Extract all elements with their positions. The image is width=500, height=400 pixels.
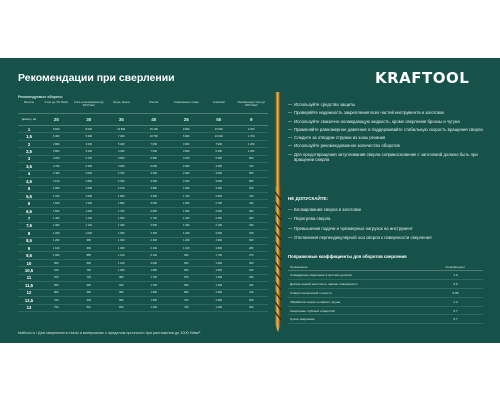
recommendations-panel (0, 58, 500, 343)
speeds-table-header (18, 100, 268, 114)
rpm-cell: 1 400 (183, 216, 190, 220)
rpm-cell: 1 400 (118, 224, 125, 228)
speed-value: 9 (249, 117, 253, 122)
rpm-cell: 430 (249, 202, 254, 206)
coef-name: Отверстия высокой точности (290, 290, 332, 295)
rpm-cell: 3 800 (183, 150, 190, 154)
coef-body (288, 271, 483, 324)
rpm-cell: 2 900 (215, 194, 222, 198)
rpm-cell: 7 900 (215, 142, 222, 146)
rpm-cell: 1 200 (248, 142, 255, 146)
rpm-cell: 830 (184, 283, 189, 287)
rpm-cell: 7 600 (150, 142, 157, 146)
header-brass: Латунь, бронза (112, 101, 130, 104)
rpm-cell: 1 700 (248, 135, 255, 139)
header-plastic: Пластик (149, 101, 159, 104)
rpm-cell: 910 (54, 269, 59, 273)
rpm-cell: 1 200 (53, 239, 60, 243)
rpm-cell: 800 (184, 291, 189, 295)
rpm-cell: 1 700 (118, 209, 125, 213)
coef-header (288, 263, 483, 271)
rpm-cell: 2 000 (215, 231, 222, 235)
speeds-table-body (18, 126, 268, 312)
rpm-cell: 340 (249, 224, 254, 228)
table-row (18, 215, 268, 222)
rpm-cell: 1 200 (53, 231, 60, 235)
diameter-cell: 13 (26, 305, 32, 311)
rpm-cell: 1 300 (118, 246, 125, 250)
rpm-cell: 1 300 (118, 231, 125, 235)
rpm-cell: 360 (249, 216, 254, 220)
page-title: Рекомендации при сверлении (18, 72, 175, 84)
rpm-cell: 760 (184, 298, 189, 302)
rpm-cell: 7 000 (150, 150, 157, 154)
coef-row (288, 298, 483, 307)
rpm-cell: 720 (249, 164, 254, 168)
rpm-cell: 6 400 (53, 135, 60, 139)
header-al-alloys: Алюминиевые сплавы (173, 101, 199, 104)
rpm-cell: 1 600 (183, 202, 190, 206)
diameter-cell: 11,5 (25, 282, 33, 288)
table-row (18, 156, 268, 163)
rpm-cell: 2 700 (150, 216, 157, 220)
rpm-cell: 1 200 (215, 306, 222, 310)
rpm-cell: 2 700 (85, 157, 92, 161)
rpm-cell: 1 300 (183, 224, 190, 228)
rpm-cell: 1 400 (215, 283, 222, 287)
table-row (18, 297, 268, 304)
rpm-cell: 1 900 (183, 187, 190, 191)
speed-value: 50 (216, 117, 222, 122)
rpm-cell: 7 200 (118, 135, 125, 139)
diameter-cell: 7 (27, 215, 31, 221)
rpm-cell: 1 400 (150, 306, 157, 310)
rpm-cell: 870 (184, 276, 189, 280)
rpm-cell: 870 (54, 276, 59, 280)
rpm-cell: 860 (119, 298, 124, 302)
rpm-cell: 1 800 (118, 202, 125, 206)
diameter-cell: 1,5 (26, 134, 32, 140)
rpm-cell: 2 000 (85, 172, 92, 176)
rpm-cell: 1 100 (118, 261, 125, 265)
speed-value: 30 (86, 117, 92, 122)
rpm-cell: 1 700 (53, 194, 60, 198)
rpm-cell: 3 000 (150, 202, 157, 206)
rpm-cell: 2 600 (183, 164, 190, 168)
diameter-cell: 8 (27, 230, 31, 236)
rpm-cell: 3 200 (53, 157, 60, 161)
rpm-cell: 1 500 (215, 269, 222, 273)
table-row (18, 252, 268, 259)
rpm-cell: 2 400 (118, 179, 125, 183)
speed-value: 35 (118, 117, 124, 122)
rpm-cell: 5 900 (150, 157, 157, 161)
table-row (18, 305, 268, 312)
rpm-cell: 520 (249, 187, 254, 191)
rpm-cell: 720 (86, 276, 91, 280)
rpm-cell: 1 900 (118, 194, 125, 198)
diameter-cell: 10 (26, 260, 32, 266)
speeds-heading: Рекомендуемые обороты (18, 95, 63, 99)
table-row (18, 200, 268, 207)
rpm-cell: 4 800 (53, 142, 60, 146)
rpm-cell: 1 300 (215, 298, 222, 302)
footer-note: kraftool.ru / Для сверления в стали и материалах с пределом прочности при растяжении до 1000 Н/мм². (18, 331, 202, 335)
list-item: — Для предотвращения затупливания сверла соприкосновение с заготовкой должно быть при вращении сверла (288, 151, 478, 162)
warning-title: НЕ ДОПУСКАЙТЕ: (288, 196, 328, 201)
rpm-cell: 9 600 (53, 127, 60, 131)
rpm-cell: 4 500 (215, 164, 222, 168)
rpm-cell: 1 600 (85, 187, 92, 191)
speed-value: 25 (53, 117, 59, 122)
rpm-cell: 230 (249, 276, 254, 280)
rpm-cell: 1 500 (85, 194, 92, 198)
table-row (18, 163, 268, 170)
rpm-cell: 4 400 (150, 172, 157, 176)
list-item: — Перегрева сверла (288, 216, 331, 222)
rpm-cell: 900 (86, 246, 91, 250)
rpm-cell: 200 (249, 306, 254, 310)
rpm-cell: 990 (86, 239, 91, 243)
warnings-list (288, 207, 488, 245)
diameter-cell: 3 (27, 156, 31, 162)
list-item: — Используйте средства защиты (288, 102, 356, 107)
rpm-cell: 10 700 (149, 135, 158, 139)
rpm-cell: 1 100 (85, 216, 92, 220)
coef-value: 1.2 (453, 299, 458, 304)
rpm-cell: 1 300 (53, 224, 60, 228)
diameter-cell: 9 (27, 245, 31, 251)
rpm-cell: 200 (249, 298, 254, 302)
coef-value: 0.7 (453, 317, 458, 322)
speed-value: 40 (151, 117, 157, 122)
rpm-cell: 800 (54, 291, 59, 295)
rpm-cell: 2 100 (53, 179, 60, 183)
list-item: — Превышения подачи и чрезмерных нагрузок на инструмент (288, 225, 413, 231)
table-row (18, 260, 268, 267)
coef-table (288, 263, 483, 324)
table-row (18, 230, 268, 237)
list-item: — Проверяйте надежность закрепления всех частей инструмента и заготовок (288, 110, 445, 116)
rpm-cell: 1 600 (53, 202, 60, 206)
rpm-cell: 10 800 (117, 127, 126, 131)
table-row (18, 171, 268, 178)
diameter-cell: 2 (27, 141, 31, 147)
rpm-cell: 2 300 (85, 164, 92, 168)
rpm-cell: 3 800 (53, 150, 60, 154)
rpm-cell: 1 500 (118, 216, 125, 220)
rpm-cell: 3 200 (215, 187, 222, 191)
rpm-cell: 940 (119, 283, 124, 287)
rpm-cell: 2 100 (150, 246, 157, 250)
rpm-cell: 1 800 (150, 269, 157, 273)
diameter-cell: 6,5 (26, 208, 32, 214)
table-row (18, 282, 268, 289)
rpm-cell: 2 400 (53, 172, 60, 176)
rpm-cell: 5 300 (85, 135, 92, 139)
coef-value: 0.85 (452, 290, 459, 295)
rpm-cell: 210 (249, 291, 254, 295)
coef-col-name: Применение (290, 264, 308, 269)
rpm-cell: 4 900 (183, 142, 190, 146)
coef-value: 1.0 (453, 272, 458, 277)
table-row (18, 133, 268, 140)
rpm-cell: 2 200 (248, 127, 255, 131)
rpm-cell: 5 300 (215, 157, 222, 161)
diameter-cell: 1 (27, 126, 31, 132)
rpm-cell: 2 700 (53, 164, 60, 168)
table-row (18, 208, 268, 215)
rpm-cell: 220 (249, 283, 254, 287)
rpm-cell: 1 100 (85, 224, 92, 228)
rpm-cell: 2 300 (215, 216, 222, 220)
rpm-cell: 2 800 (150, 209, 157, 213)
rpm-cell: 2 700 (215, 202, 222, 206)
rpm-cell: 980 (119, 276, 124, 280)
rpm-cell: 1 900 (215, 239, 222, 243)
rpm-cell: 6 900 (183, 135, 190, 139)
list-item: — Следите за отводом стружки из зоны резания (288, 135, 386, 141)
tips-list (288, 102, 488, 165)
rpm-cell: 990 (184, 254, 189, 258)
rpm-cell: 660 (86, 291, 91, 295)
rpm-cell: 3 300 (150, 194, 157, 198)
rpm-cell: 1 700 (150, 283, 157, 287)
rpm-cell: 650 (249, 172, 254, 176)
table-row (18, 267, 268, 274)
table-row (18, 245, 268, 252)
rpm-cell: 1 000 (85, 231, 92, 235)
rpm-cell: 2 500 (215, 209, 222, 213)
rpm-cell: 1 400 (215, 276, 222, 280)
rpm-cell: 3 500 (215, 179, 222, 183)
coef-col-value: Коэффициент (445, 264, 466, 269)
diameter-cell: 6 (27, 201, 31, 207)
table-row (18, 178, 268, 185)
header-metals: Металлы (23, 101, 35, 104)
coef-value: 0.6 (453, 281, 458, 286)
rpm-cell: 580 (249, 179, 254, 183)
list-item: — Используйте смазочно-охлаждающую жидкость, кроме сверления бронзы и чугуна (288, 118, 460, 124)
table-row (18, 186, 268, 193)
diameter-cell: 2,5 (26, 149, 32, 155)
rpm-cell: 730 (184, 306, 189, 310)
rpm-cell: 1 100 (53, 246, 60, 250)
rpm-cell: 900 (119, 291, 124, 295)
rpm-cell: 1 700 (183, 194, 190, 198)
rpm-cell: 2 200 (183, 179, 190, 183)
rpm-cell: 950 (184, 261, 189, 265)
table-row (18, 141, 268, 148)
diameter-cell: 5,5 (26, 193, 32, 199)
rpm-cell: 1 300 (215, 291, 222, 295)
rpm-cell: 15 900 (214, 127, 223, 131)
rpm-cell: 280 (249, 246, 254, 250)
rpm-cell: 2 100 (118, 187, 125, 191)
table-row (18, 126, 268, 133)
rpm-cell: 2 000 (150, 261, 157, 265)
rpm-cell: 400 (249, 209, 254, 213)
rpm-cell: 4 000 (85, 142, 92, 146)
rpm-cell: 2 400 (150, 239, 157, 243)
rpm-cell: 1 400 (118, 239, 125, 243)
rpm-cell: 3 900 (150, 187, 157, 191)
rpm-cell: 240 (249, 269, 254, 273)
table-row (18, 290, 268, 297)
diameter-cell: 11 (26, 275, 32, 281)
rpm-cell: 1 200 (183, 231, 190, 235)
diameter-cell: 9,5 (26, 253, 32, 259)
table-row (18, 275, 268, 282)
diameter-cell: 12 (26, 290, 32, 296)
coef-row (288, 289, 483, 298)
drill-bit-image (272, 92, 284, 332)
rpm-cell: 1 400 (53, 216, 60, 220)
rpm-cell: 1 500 (150, 298, 157, 302)
rpm-cell: 1 500 (183, 209, 190, 213)
rpm-cell: 4 300 (150, 179, 157, 183)
rpm-cell: 830 (119, 306, 124, 310)
rpm-cell: 2 100 (150, 254, 157, 258)
diameter-cell: 3,5 (26, 163, 32, 169)
coef-name: Детали низкой жесткости, шаткие поверхности (290, 281, 358, 286)
rpm-cell: 4 300 (118, 150, 125, 154)
diameter-cell: 7,5 (26, 223, 32, 229)
diameter-cell: 10,5 (24, 268, 34, 274)
rpm-cell: 3 600 (118, 157, 125, 161)
brand-logo (375, 69, 469, 87)
diameter-cell: 5 (27, 186, 31, 192)
coef-name: Обработка серого и ковкого чугуна (290, 299, 341, 304)
rpm-cell: 2 400 (183, 172, 190, 176)
header-steel-unalloyed: Сталь нелегированная (до 900 Н/мм²) (73, 101, 104, 107)
rpm-cell: 1 700 (150, 276, 157, 280)
rpm-cell: 470 (249, 194, 254, 198)
speeds-subheader (18, 114, 268, 126)
rpm-cell: 10 600 (214, 135, 223, 139)
rpm-cell: 5 400 (118, 142, 125, 146)
rpm-cell: 260 (249, 261, 254, 265)
coef-value: 0.7 (453, 308, 458, 313)
rpm-cell: 760 (54, 298, 59, 302)
speed-value: 25 (183, 117, 189, 122)
rpm-cell: 750 (86, 269, 91, 273)
table-row (18, 193, 268, 200)
rpm-cell: 950 (54, 261, 59, 265)
diameter-label: Диаметр, мм (21, 118, 37, 121)
rpm-cell: 320 (249, 231, 254, 235)
table-row (18, 223, 268, 230)
rpm-cell: 630 (86, 298, 91, 302)
table-row (18, 148, 268, 155)
rpm-cell: 1 000 (53, 254, 60, 258)
list-item: — Блокирования сверла в заготовке (288, 207, 362, 212)
rpm-cell: 1 000 (248, 150, 255, 154)
rpm-cell: 1 200 (85, 209, 92, 213)
rpm-cell: 3 000 (118, 164, 125, 168)
rpm-cell: 3 200 (85, 150, 92, 154)
header-stainless: Нержавеющая сталь (до 1000 Н/мм²) (237, 101, 265, 107)
rpm-cell: 1 700 (215, 254, 222, 258)
rpm-cell: 1 200 (183, 239, 190, 243)
diameter-cell: 12,5 (24, 297, 34, 303)
rpm-cell: 830 (54, 283, 59, 287)
coef-row (288, 315, 483, 324)
diameter-cell: 4 (27, 171, 31, 177)
rpm-cell: 2 500 (150, 224, 157, 228)
coef-title: Поправочные коэффициенты для оборотов сверления (288, 254, 407, 259)
coef-row (288, 307, 483, 316)
header-aluminium: Алюминий (212, 101, 225, 104)
brand-logo-text: KRAFTOOL (375, 69, 470, 87)
rpm-cell: 5 000 (150, 164, 157, 168)
rpm-cell: 300 (249, 239, 254, 243)
rpm-cell: 3 200 (183, 157, 190, 161)
coef-row (288, 271, 483, 280)
rpm-cell: 1 300 (85, 202, 92, 206)
rpm-cell: 1 100 (118, 254, 125, 258)
rpm-cell: 1 600 (215, 261, 222, 265)
rpm-cell: 610 (86, 306, 91, 310)
coef-name: Сверление глубоких отверстий (290, 308, 335, 313)
rpm-cell: 880 (86, 254, 91, 258)
diameter-cell: 8,5 (26, 238, 32, 244)
rpm-cell: 9 900 (183, 127, 190, 131)
rpm-cell: 800 (249, 157, 254, 161)
rpm-cell: 900 (184, 269, 189, 273)
rpm-cell: 1 800 (215, 246, 222, 250)
table-row (18, 238, 268, 245)
rpm-cell: 800 (86, 261, 91, 265)
coef-name: Сухое сверление (290, 317, 315, 322)
list-item: — Используйте рекомендованное количество оборотов (288, 143, 400, 149)
header-steel: Сталь (до 700 Н/мм²) (44, 101, 69, 104)
diameter-cell: 4,5 (26, 178, 32, 184)
rpm-cell: 6 400 (215, 150, 222, 154)
rpm-cell: 2 100 (215, 224, 222, 228)
rpm-cell: 690 (86, 283, 91, 287)
rpm-cell: 2 700 (118, 172, 125, 176)
coef-row (288, 280, 483, 289)
rpm-cell: 1 500 (53, 209, 60, 213)
coef-name: Стандартное сверление в жестких деталях (290, 272, 352, 277)
rpm-cell: 2 400 (150, 231, 157, 235)
rpm-cell: 730 (54, 306, 59, 310)
rpm-cell: 1 800 (85, 179, 92, 183)
rpm-cell: 15 100 (149, 127, 158, 131)
rpm-cell: 4 000 (215, 172, 222, 176)
rpm-cell: 8 000 (85, 127, 92, 131)
list-item: — Отклонения перпендикулярной оси сверла к поверхности сверления (288, 235, 432, 241)
rpm-cell: 1 900 (53, 187, 60, 191)
rpm-cell: 270 (249, 254, 254, 258)
rpm-cell: 1 100 (183, 246, 190, 250)
rpm-cell: 1 500 (150, 291, 157, 295)
rpm-cell: 1 000 (118, 269, 125, 273)
list-item: — Применяйте равномерное давление и поддерживайте стабильную скорость вращения сверла (288, 126, 483, 132)
speeds-table (18, 100, 268, 312)
